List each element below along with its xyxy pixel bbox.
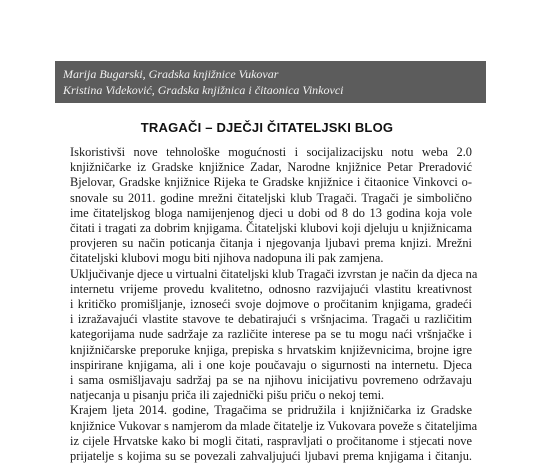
body-line: i kritičko promišljanje, iznoseći svoje dojmove o pročitanim knjigama, gradeći bbox=[70, 297, 472, 312]
body-line: Iskoristivši nove tehnološke mogućnosti i socijalizacijsku notu weba 2.0 bbox=[70, 145, 472, 159]
body-line: iz cijele Hrvatske kako bi mogli čitati, raspravljati o pročitanome i stjecati nove bbox=[70, 433, 472, 448]
body-line: inspirirane knjigama, ali i one koje poučavaju o sigurnosti na internetu. Djeca bbox=[70, 357, 472, 372]
body-line: Bjelovar, Gradske knjižnice Rijeka te Gradske knjižnice i čitaonice Vinkovci o- bbox=[70, 175, 472, 190]
body-line: provjeren su način poticanja čitanja i njegovanja ljubavi prema knjizi. Mrežni bbox=[70, 236, 472, 251]
body-line: čitati i tragati za dobrim knjigama. Čitateljski klubovi koji djeluju u knjižnicama bbox=[70, 221, 472, 236]
body-line: Krajem ljeta 2014. godine, Tragačima se pridružila i knjižničarka iz Gradske bbox=[70, 403, 472, 418]
body-line: snovale su 2011. godine mrežni čitateljski klub Tragači. Tragači je simbolično bbox=[70, 190, 472, 205]
body-line: prijatelje s kojima su se povezali zahvaljujući ljubavi prema knjigama i čitanju. bbox=[70, 449, 472, 464]
body-line: knjižničarke iz Gradske knjižnice Zadar, Narodne knjižnice Petar Preradović bbox=[70, 160, 472, 175]
body-line: kategorijama nude sadržaje za različite interese pa se tu mogu naći vršnjačke i bbox=[70, 327, 472, 342]
body-line: čitateljski klubovi mogu biti njihova nadopuna ili pak zamjena. bbox=[70, 251, 384, 266]
author-line-2: Kristina Videković, Gradska knjižnica i čitaonica Vinkovci bbox=[63, 83, 344, 97]
body-line: ime čitateljskog bloga namijenjenog djeci u dobi od 8 do 13 godina koja vole bbox=[70, 205, 472, 220]
body-line: knjižnice Vukovar s namjerom da mlade čitatelje iz Vukovara poveže s čitateljima bbox=[70, 418, 478, 433]
article-body bbox=[70, 145, 478, 464]
body-line: i sama osmišljavaju sadržaj pa se na njihovu inicijativu povremeno održavaju bbox=[70, 373, 472, 388]
body-line: Uključivanje djece u virtualni čitateljski klub Tragači izvrstan je način da djeca na bbox=[70, 266, 478, 281]
author-banner bbox=[55, 61, 486, 103]
author-line-1: Marija Bugarski, Gradska knjižnice Vukovar bbox=[63, 67, 279, 81]
body-line: i izražavajući vlastite stavove te debatirajući s vršnjacima. Tragači u različitim bbox=[70, 312, 472, 327]
article-title: TRAGAČI – DJEČJI ČITATELJSKI BLOG bbox=[140, 120, 394, 135]
body-line: internetu vrijeme provedu kvalitetno, odnosno razvijajući vlastitu kreativnost bbox=[70, 281, 472, 296]
body-line: knjižničarske preporuke knjiga, prepiska s hrvatskim književnicima, brojne igre bbox=[70, 342, 472, 357]
body-line: natjecanja u pisanju priča ili zajednički pišu priču o nekoj temi. bbox=[70, 388, 385, 403]
